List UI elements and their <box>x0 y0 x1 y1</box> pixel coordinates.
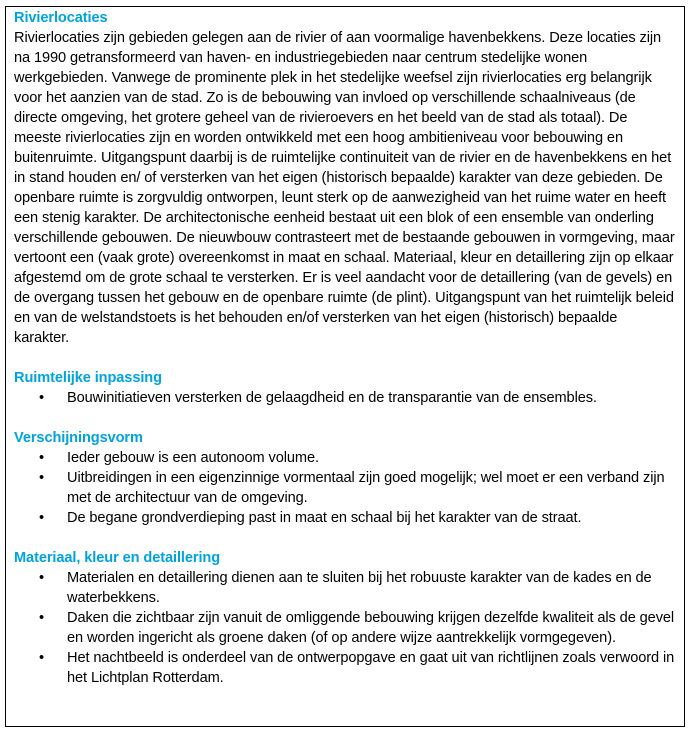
list-item <box>14 608 676 648</box>
list-item-text: De begane grondverdieping past in maat en schaal bij het karakter van de straat. <box>67 510 582 526</box>
list-item-text: Het nachtbeeld is onderdeel van de ontwerpopgave en gaat uit van richtlijnen zoals verwoord in het Lichtplan Rotterdam. <box>67 650 675 686</box>
list-item <box>14 568 676 608</box>
section-materiaal-kleur-detaillering <box>14 548 676 688</box>
bullet-icon: • <box>39 470 45 486</box>
list-item <box>14 388 676 408</box>
list-item-text: Daken die zichtbaar zijn vanuit de omliggende bebouwing krijgen dezelfde kwaliteit als de gevel en worden ingericht als groene daken (of op andere wijze aantrekkelijk vormgegeven). <box>67 610 675 646</box>
bullet-icon: • <box>39 390 45 406</box>
list-item <box>14 648 676 688</box>
bullet-icon: • <box>39 450 45 466</box>
section-heading: Verschijningsvorm <box>14 430 143 446</box>
bullet-list <box>14 568 676 688</box>
list-item-text: Ieder gebouw is een autonoom volume. <box>67 450 319 466</box>
list-item-text: Bouwinitiatieven versterken de gelaagdheid en de transparantie van de ensembles. <box>67 390 597 406</box>
bullet-list <box>14 448 676 528</box>
bullet-icon: • <box>39 610 45 626</box>
section-ruimtelijke-inpassing <box>14 368 676 408</box>
bullet-icon: • <box>39 510 45 526</box>
list-item <box>14 448 676 468</box>
list-item <box>14 508 676 528</box>
bullet-icon: • <box>39 570 45 586</box>
bullet-icon: • <box>39 650 45 666</box>
section-heading: Ruimtelijke inpassing <box>14 370 162 386</box>
guideline-box <box>5 6 685 727</box>
intro-paragraph: Rivierlocaties zijn gebieden gelegen aan de rivier of aan voormalige havenbekkens. Deze locaties zijn na 1990 getransformeerd van haven- en industriegebieden naar centrum stedelijke wonen werkgebieden. Vanwege de prominente plek in het stedelijke weefsel zijn rivierlocaties erg belangrijk voor het aanzien van de stad. Zo is de bebouwing van invloed op verschillende schaalniveaus (de directe omgeving, het grotere geheel van de rivieroevers en het beeld van de stad als totaal). De meeste rivierlocaties zijn en worden ontwikkeld met een hoog ambitieniveau voor bebouwing en buitenruimte. Uitgangspunt daarbij is de ruimtelijke continuiteit van de rivier en de havenbekkens en het in stand houden en/ of versterken van het eigen (historisch bepaalde) karakter van deze gebieden. De openbare ruimte is zorgvuldig ontworpen, leunt sterk op de aanwezigheid van het ruime water en heeft een stenig karakter. De architectonische eenheid bestaat uit een blok of een ensemble van onderling verschillende gebouwen. De nieuwbouw contrasteert met de bestaande gebouwen in vormgeving, maar vertoont een (vaak grote) overeenkomst in maat en schaal. Materiaal, kleur en detaillering zijn op elkaar afgestemd om de grote schaal te versterken. Er is veel aandacht voor de detaillering (van de gevels) en de overgang tussen het gebouw en de openbare ruimte (de plint). Uitgangspunt van het ruimtelijk beleid en van de welstandstoets is het behouden en/of versterken van het eigen (historisch) bepaalde karakter. <box>14 30 675 346</box>
list-item <box>14 468 676 508</box>
intro-heading: Rivierlocaties <box>14 10 108 26</box>
section-heading: Materiaal, kleur en detaillering <box>14 550 221 566</box>
list-item-text: Materialen en detaillering dienen aan te sluiten bij het robuuste karakter van de kades en de waterbekkens. <box>67 570 652 606</box>
list-item-text: Uitbreidingen in een eigenzinnige vormentaal zijn goed mogelijk; wel moet er een verband zijn met de architectuur van de omgeving. <box>67 470 665 506</box>
section-verschijningsvorm <box>14 428 676 528</box>
bullet-list <box>14 388 676 408</box>
